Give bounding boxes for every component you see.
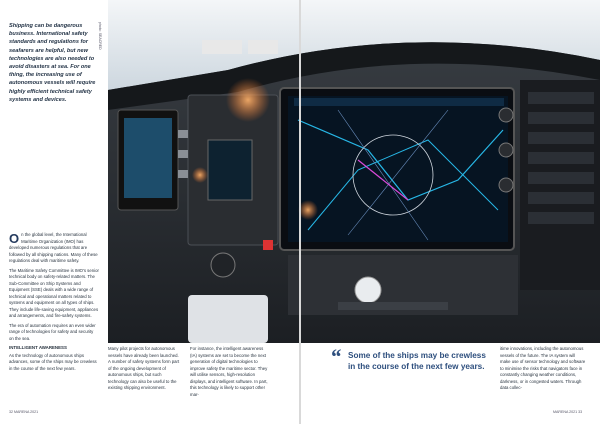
column-3 bbox=[190, 346, 268, 401]
lens-flare bbox=[226, 78, 270, 122]
paragraph-3: The era of automation requires an even wider range of technologies for safety and security on the sea. bbox=[9, 322, 96, 341]
photo-credit bbox=[97, 22, 103, 62]
pull-quote-text: Some of the ships may be crewless in the course of the next few years. bbox=[348, 351, 486, 371]
photo-credit-text: photo: SEACRED bbox=[98, 22, 102, 50]
quote-mark-icon: “ bbox=[330, 344, 341, 369]
paragraph-5: Many pilot projects for autonomous vessels have already been launched. A number of safety systems form part of the ongoing development of autonomous ships, but such technology can also be useful to the existing shipping environment. bbox=[108, 346, 180, 390]
column-4 bbox=[500, 346, 586, 395]
folio-left: 32 MARENA 2021 bbox=[9, 410, 39, 414]
cockpit-illustration bbox=[108, 0, 600, 343]
paragraph-4: As the technology of autonomous ships advances, some of the ships may be crewless in the course of the next few years. bbox=[9, 352, 97, 371]
intro-standfirst: Shipping can be dangerous business. International safety standards and regulations for seafarers are helpful, but new technologies are also needed to avoid disasters at sea. For one thing, the increasing use of autonomous vessels will require highly efficient technical safety systems and devices. bbox=[9, 23, 96, 103]
spread-gutter bbox=[299, 0, 301, 424]
paragraph-6: For instance, the intelligent awareness (IA) systems are set to become the next generation of digital technologies to improve safety the maritime sector. They will utilise sensors, high-resolution displays, and intelligent software. In part, this technology is likely to support other mar- bbox=[190, 346, 268, 397]
overhead-switches bbox=[202, 40, 242, 54]
navigation-display bbox=[280, 88, 514, 250]
folio-right: MARENA 2021 33 bbox=[553, 410, 583, 414]
subheading: INTELLIGENT AWARENESS bbox=[9, 345, 67, 350]
paragraph-1: n the global level, the International Maritime Organization (IMO) has developed numerous regulations that are followed by all shipping nations. Many of these regulations deal with maritime safety. bbox=[9, 232, 98, 263]
column-1 bbox=[9, 232, 99, 375]
paragraph-2: The Maritime Safety Committee is IMO's senior technical body on safety-related matters. The Sub-Committee on Ship Systems and Equipment (SSE) deals with a wide range of technical and operational matters related to systems and equipment on all types of ships. They include life-saving equipment, appliances and arrangements, and fire-safety systems. bbox=[9, 267, 99, 318]
column-2 bbox=[108, 346, 180, 395]
cockpit-photo bbox=[108, 0, 600, 343]
paragraph-7: itime innovations, including the autonomous vessels of the future. The IA system will make use of sensor technology and software to minimise the risks that navigators face in constantly changing weather conditions, darkness, or in congested waters. Through data collec- bbox=[500, 346, 586, 390]
drop-cap: O bbox=[9, 231, 20, 246]
